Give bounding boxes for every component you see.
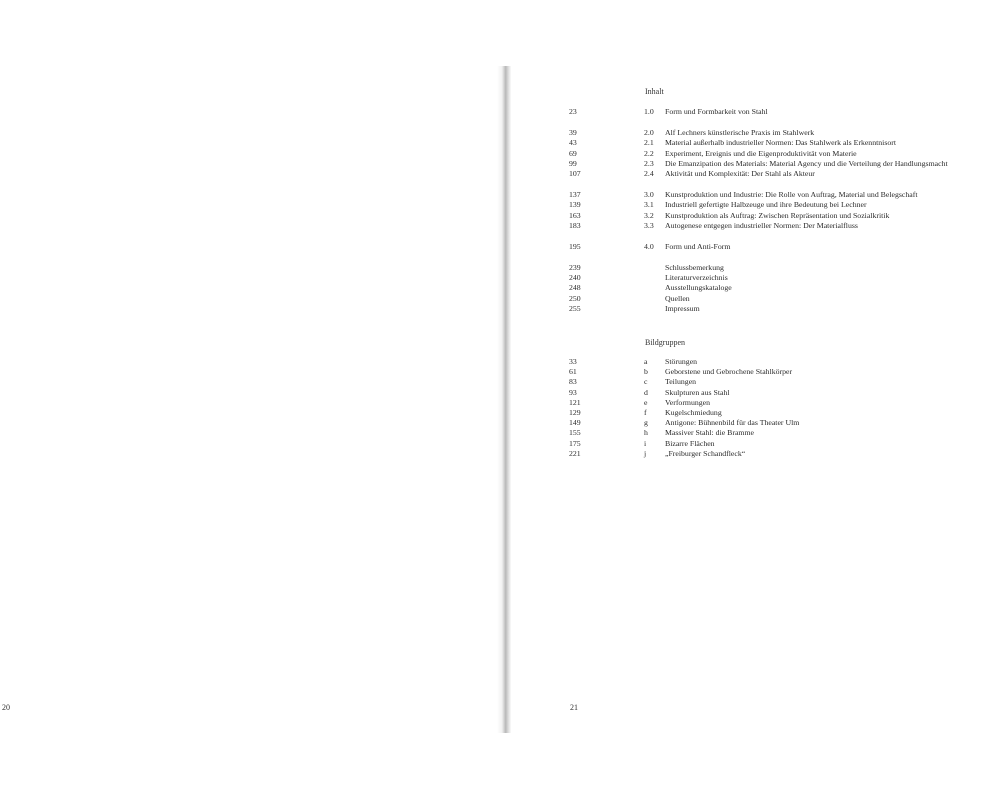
- figure-letter: c: [644, 377, 648, 387]
- figure-letter: e: [644, 397, 648, 407]
- toc-section-number: 2.1: [644, 138, 654, 148]
- toc-group: [569, 242, 1000, 252]
- toc-entry: [569, 283, 1000, 293]
- figure-letter: f: [644, 407, 647, 417]
- toc-section-number: 3.2: [644, 210, 654, 220]
- figure-group-entry: [569, 377, 1000, 387]
- toc-page-number: 248: [569, 283, 581, 293]
- figure-title: Kugelschmiedung: [665, 407, 722, 417]
- figure-page-number: 155: [569, 428, 581, 438]
- figure-title: Verformungen: [665, 397, 711, 407]
- toc-title: Die Emanzipation des Materials: Material Agency und die Verteilung der Handlungsmacht: [665, 158, 948, 168]
- toc-section-number: 4.0: [644, 241, 654, 251]
- figure-group-entry: [569, 388, 1000, 398]
- toc-page-number: 69: [569, 148, 577, 158]
- toc-page-number: 23: [569, 107, 577, 116]
- figure-page-number: 221: [569, 448, 581, 458]
- toc-section-number: 2.2: [644, 148, 654, 158]
- figure-groups-list: [569, 357, 1000, 459]
- book-gutter-shadow: [497, 66, 511, 733]
- toc-title: Autogenese entgegen industrieller Normen: Der Materialfluss: [665, 220, 858, 230]
- toc-section-number: 2.3: [644, 158, 654, 168]
- toc-title: Kunstproduktion als Auftrag: Zwischen Repräsentation und Sozialkritik: [665, 210, 890, 220]
- page-number-left: 20: [2, 703, 10, 712]
- figure-letter: d: [644, 387, 648, 397]
- page-number-right: 21: [570, 703, 578, 712]
- toc-page-number: 107: [569, 168, 581, 178]
- figure-group-entry: [569, 449, 1000, 459]
- toc-group: [569, 128, 1000, 179]
- toc-page-number: 195: [569, 241, 581, 251]
- figure-letter: b: [644, 367, 648, 377]
- figure-letter: i: [644, 438, 647, 448]
- toc-section-number: 3.3: [644, 220, 654, 230]
- toc-page-number: 255: [569, 303, 581, 313]
- toc-title: Experiment, Ereignis und die Eigenproduktivität von Materie: [665, 148, 857, 158]
- figure-page-number: 33: [569, 357, 577, 366]
- figure-page-number: 175: [569, 438, 581, 448]
- toc-entry: [569, 138, 1000, 148]
- figure-title: Teilungen: [665, 377, 697, 387]
- toc-page-number: 239: [569, 263, 581, 273]
- figure-group-entry: [569, 428, 1000, 438]
- toc-entry: [569, 211, 1000, 221]
- figure-page-number: 61: [569, 367, 577, 377]
- toc-page-number: 183: [569, 220, 581, 230]
- toc-entry: [569, 190, 1000, 200]
- left-page: [0, 66, 500, 733]
- toc-entry: [569, 273, 1000, 283]
- toc-entry: [569, 159, 1000, 169]
- figure-groups-heading: Bildgruppen: [645, 338, 685, 347]
- toc-page-number: 139: [569, 200, 581, 210]
- figure-title: Antigone: Bühnenbild für das Theater Ulm: [665, 418, 800, 428]
- figure-group-entry: [569, 408, 1000, 418]
- figure-letter: g: [644, 418, 648, 428]
- figure-page-number: 129: [569, 407, 581, 417]
- toc-page-number: 99: [569, 158, 577, 168]
- toc-title: Ausstellungskataloge: [665, 283, 732, 293]
- figure-group-entry: [569, 398, 1000, 408]
- figure-letter: h: [644, 428, 648, 438]
- figure-page-number: 149: [569, 418, 581, 428]
- toc-page-number: 39: [569, 128, 577, 138]
- toc-section-number: 1.0: [644, 107, 654, 116]
- toc-page-number: 240: [569, 273, 581, 283]
- table-of-contents: [569, 107, 1000, 325]
- toc-entry: [569, 263, 1000, 273]
- toc-group: [569, 107, 1000, 117]
- toc-entry: [569, 242, 1000, 252]
- toc-title: Alf Lechners künstlerische Praxis im Stahlwerk: [665, 128, 815, 138]
- toc-section-number: 2.4: [644, 168, 654, 178]
- toc-entry: [569, 149, 1000, 159]
- figure-letter: j: [644, 448, 647, 458]
- toc-section-number: 3.1: [644, 200, 654, 210]
- toc-heading: Inhalt: [645, 87, 664, 96]
- figure-title: Geborstene und Gebrochene Stahlkörper: [665, 367, 793, 377]
- figure-title: Massiver Stahl: die Bramme: [665, 428, 754, 438]
- figure-title: Skulpturen aus Stahl: [665, 387, 730, 397]
- toc-title: Material außerhalb industrieller Normen: Das Stahlwerk als Erkenntnisort: [665, 138, 897, 148]
- toc-title: Form und Formbarkeit von Stahl: [665, 107, 768, 116]
- toc-title: Kunstproduktion und Industrie: Die Rolle von Auftrag, Material und Belegschaft: [665, 190, 918, 200]
- toc-section-number: 2.0: [644, 128, 654, 138]
- toc-entry: [569, 221, 1000, 231]
- toc-entry: [569, 200, 1000, 210]
- toc-group: [569, 263, 1000, 314]
- figure-page-number: 93: [569, 387, 577, 397]
- toc-page-number: 250: [569, 293, 581, 303]
- toc-title: Literaturverzeichnis: [665, 273, 728, 283]
- toc-title: Aktivität und Komplexität: Der Stahl als Akteur: [665, 168, 815, 178]
- figure-page-number: 121: [569, 397, 581, 407]
- figure-group-entry: [569, 367, 1000, 377]
- figure-group-entry: [569, 439, 1000, 449]
- toc-title: Impressum: [665, 303, 700, 313]
- toc-section-number: 3.0: [644, 190, 654, 200]
- toc-page-number: 43: [569, 138, 577, 148]
- toc-entry: [569, 294, 1000, 304]
- figure-title: „Freiburger Schandfleck“: [665, 448, 746, 458]
- toc-entry: [569, 304, 1000, 314]
- toc-entry: [569, 128, 1000, 138]
- toc-entry: [569, 107, 1000, 117]
- figure-letter: a: [644, 357, 648, 366]
- figure-title: Bizarre Flächen: [665, 438, 715, 448]
- toc-title: Industriell gefertigte Halbzeuge und ihre Bedeutung bei Lechner: [665, 200, 867, 210]
- figure-title: Störungen: [665, 357, 698, 366]
- toc-page-number: 137: [569, 190, 581, 200]
- toc-group: [569, 190, 1000, 231]
- figure-page-number: 83: [569, 377, 577, 387]
- toc-title: Form und Anti-Form: [665, 241, 731, 251]
- toc-title: Schlussbemerkung: [665, 263, 724, 273]
- toc-title: Quellen: [665, 293, 690, 303]
- toc-entry: [569, 169, 1000, 179]
- figure-group-entry: [569, 418, 1000, 428]
- figure-group-entry: [569, 357, 1000, 367]
- toc-page-number: 163: [569, 210, 581, 220]
